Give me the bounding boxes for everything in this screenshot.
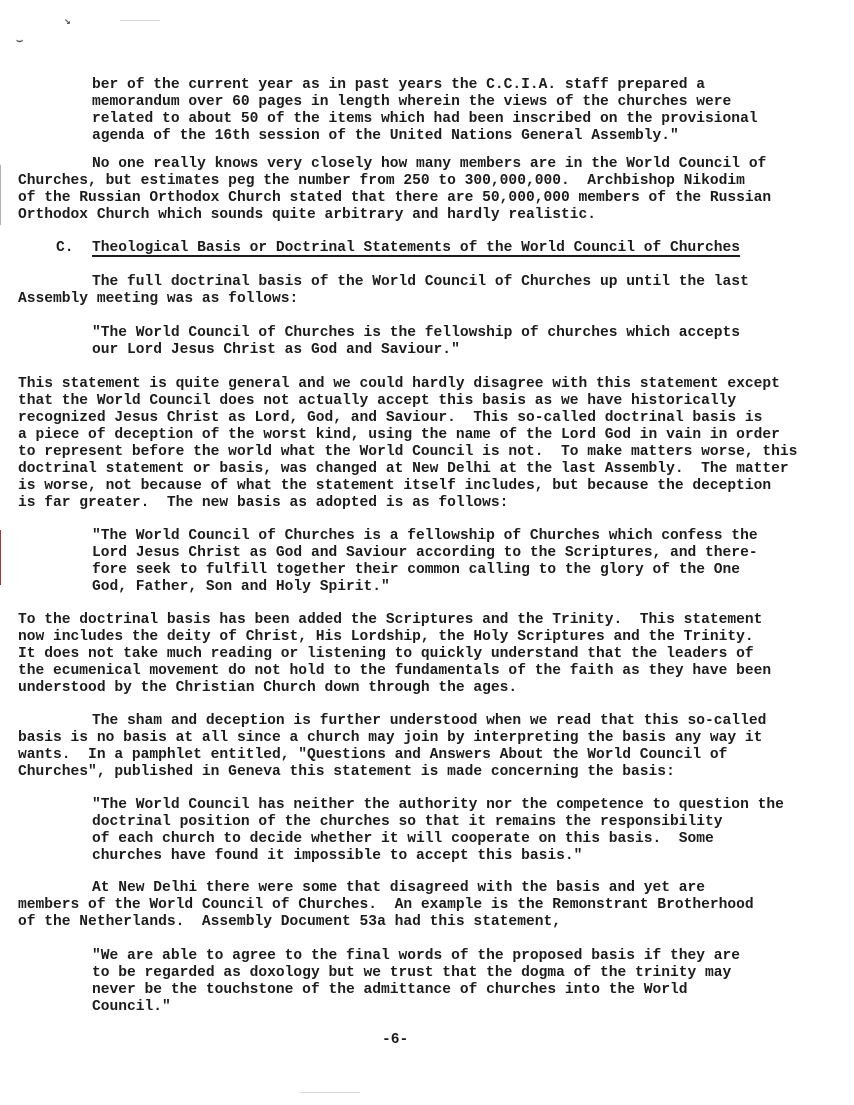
- text-line: now includes the deity of Christ, His Lordship, the Holy Scriptures and the Trinity.: [18, 629, 754, 645]
- text-line: Orthodox Church which sounds quite arbitrary and hardly realistic.: [18, 207, 597, 223]
- text-line: is worse, not because of what the statement itself includes, but because the deception: [18, 478, 772, 494]
- text-line: The sham and deception is further understood when we read that this so-called: [92, 713, 767, 729]
- text-line: At New Delhi there were some that disagreed with the basis and yet are: [92, 880, 706, 896]
- text-line: members of the World Council of Churches. An example is the Remonstrant Brotherhood: [18, 897, 754, 913]
- scan-artifact: [300, 1092, 360, 1093]
- quote-line: our Lord Jesus Christ as God and Saviour.": [92, 342, 460, 358]
- text-line: to represent before the world what the World Council is not. To make matters worse, this: [18, 444, 798, 460]
- text-line: basis is no basis at all since a church may join by interpreting the basis any way it: [18, 730, 763, 746]
- text-line: understood by the Christian Church down through the ages.: [18, 680, 518, 696]
- text-line: The full doctrinal basis of the World Council of Churches up until the last: [92, 274, 749, 290]
- text-line: is far greater. The new basis as adopted is as follows:: [18, 495, 509, 511]
- text-line: memorandum over 60 pages in length wherein the views of the churches were: [92, 94, 732, 110]
- text-line: It does not take much reading or listening to quickly understand that the leaders of: [18, 646, 754, 662]
- text-line: a piece of deception of the worst kind, using the name of the Lord God in vain in order: [18, 427, 780, 443]
- text-line: Assembly meeting was as follows:: [18, 291, 299, 307]
- quote-line: doctrinal position of the churches so that it remains the responsibility: [92, 814, 723, 830]
- text-line: of the Netherlands. Assembly Document 53a had this statement,: [18, 914, 561, 930]
- quote-line: "The World Council has neither the authority nor the competence to question the: [92, 797, 784, 813]
- quote-line: never be the touchstone of the admittance of churches into the World: [92, 982, 688, 998]
- text-line: Churches", published in Geneva this statement is made concerning the basis:: [18, 764, 675, 780]
- text-line: related to about 50 of the items which had been inscribed on the provisional: [92, 111, 758, 127]
- text-line: recognized Jesus Christ as Lord, God, and Saviour. This so-called doctrinal basis is: [18, 410, 763, 426]
- page-number: -6-: [382, 1032, 409, 1048]
- quote-line: God, Father, Son and Holy Spirit.": [92, 579, 390, 595]
- text-line: ber of the current year as in past years the C.C.I.A. staff prepared a: [92, 77, 706, 93]
- quote-line: Council.": [92, 999, 171, 1015]
- text-line: agenda of the 16th session of the United Nations General Assembly.": [92, 128, 679, 144]
- section-title: Theological Basis or Doctrinal Statements of the World Council of Churches: [92, 240, 741, 256]
- text-line: This statement is quite general and we could hardly disagree with this statement except: [18, 376, 780, 392]
- text-line: To the doctrinal basis has been added the Scriptures and the Trinity. This statement: [18, 612, 763, 628]
- text-line: that the World Council does not actually accept this basis as we have historically: [18, 393, 737, 409]
- quote-line: churches have found it impossible to accept this basis.": [92, 848, 583, 864]
- text-line: Churches, but estimates peg the number from 250 to 300,000,000. Archbishop Nikodim: [18, 173, 745, 189]
- section-letter: C.: [56, 240, 74, 256]
- quote-line: "The World Council of Churches is the fellowship of churches which accepts: [92, 325, 741, 341]
- text-line: wants. In a pamphlet entitled, "Questions and Answers About the World Council of: [18, 747, 728, 763]
- quote-line: "We are able to agree to the final words of the proposed basis if they are: [92, 948, 741, 964]
- text-line: No one really knows very closely how many members are in the World Council of: [92, 156, 767, 172]
- text-line: of the Russian Orthodox Church stated that there are 50,000,000 members of the Russian: [18, 190, 772, 206]
- margin-edge-mark: [0, 165, 1, 225]
- quote-line: of each church to decide whether it will cooperate on this basis. Some: [92, 831, 714, 847]
- text-line: doctrinal statement or basis, was changed at New Delhi at the last Assembly. The matter: [18, 461, 789, 477]
- scan-mark-icon: ⌣: [16, 36, 24, 48]
- scan-artifact: [120, 20, 160, 21]
- quote-line: to be regarded as doxology but we trust that the dogma of the trinity may: [92, 965, 732, 981]
- margin-edge-mark: [0, 530, 1, 585]
- quote-line: "The World Council of Churches is a fellowship of Churches which confess the: [92, 528, 758, 544]
- text-line: the ecumenical movement do not hold to the fundamentals of the faith as they have been: [18, 663, 772, 679]
- scan-mark-icon: ↘: [64, 16, 71, 28]
- quote-line: fore seek to fulfill together their common calling to the glory of the One: [92, 562, 741, 578]
- quote-line: Lord Jesus Christ as God and Saviour according to the Scriptures, and there-: [92, 545, 758, 561]
